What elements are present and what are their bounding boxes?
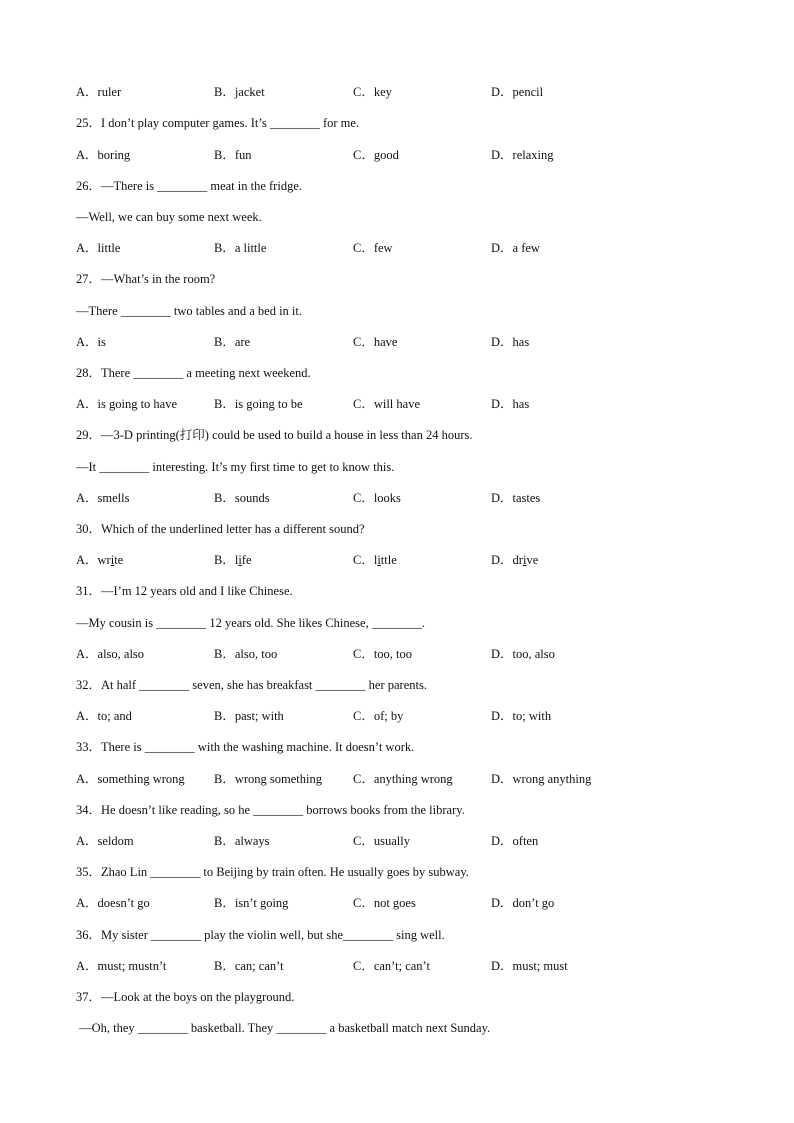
option-d: D．must; must: [491, 959, 568, 973]
question-25: 25．I don’t play computer games. It’s ________ for me.: [76, 116, 360, 130]
option-c: C．can’t; can’t: [353, 959, 430, 973]
option-d: D．too, also: [491, 647, 555, 661]
question-32: 32．At half ________ seven, she has breakfast ________ her parents.: [76, 678, 427, 692]
options-row-27: [76, 334, 734, 350]
options-row-26: [76, 240, 734, 256]
option-a: A．something wrong: [76, 772, 185, 786]
question-30: 30．Which of the underlined letter has a different sound?: [76, 522, 365, 536]
option-d: D．a few: [491, 241, 540, 255]
option-b: B．always: [214, 834, 270, 848]
question-29: 29．—3-D printing(打印) could be used to build a house in less than 24 hours.: [76, 428, 473, 442]
option-suffix: ttle: [380, 553, 397, 567]
option-b: B．fun: [214, 148, 252, 162]
option-prefix: B．l: [214, 553, 239, 567]
dialogue-31: —My cousin is ________ 12 years old. She likes Chinese, ________.: [76, 616, 425, 630]
options-row-32: [76, 708, 734, 724]
option-b: B．can; can’t: [214, 959, 284, 973]
options-row-30: [76, 552, 734, 568]
dialogue-27: —There ________ two tables and a bed in it.: [76, 304, 302, 318]
option-prefix: D．dr: [491, 553, 523, 567]
dialogue-37: —Oh, they ________ basketball. They ________ a basketball match next Sunday.: [76, 1021, 491, 1035]
option-b: [214, 552, 252, 568]
option-b: B．wrong something: [214, 772, 322, 786]
underlined-letter: i: [110, 553, 115, 567]
option-a: A．doesn’t go: [76, 896, 150, 910]
option-a: [76, 552, 123, 568]
option-a: A．is going to have: [76, 397, 178, 411]
option-a: A．little: [76, 241, 121, 255]
options-row-35: [76, 895, 734, 911]
question-33: 33．There is ________ with the washing machine. It doesn’t work.: [76, 740, 415, 754]
options-row-25: [76, 147, 734, 163]
option-d: D．don’t go: [491, 896, 555, 910]
question-34: 34．He doesn’t like reading, so he ________ borrows books from the library.: [76, 803, 465, 817]
question-35: 35．Zhao Lin ________ to Beijing by train often. He usually goes by subway.: [76, 865, 469, 879]
option-c: C．good: [353, 148, 399, 162]
option-suffix: te: [114, 553, 124, 567]
option-c: C．key: [353, 85, 392, 99]
option-a: A．ruler: [76, 85, 122, 99]
option-a: A．seldom: [76, 834, 134, 848]
underlined-letter: i: [522, 553, 527, 567]
underlined-letter: i: [238, 553, 242, 567]
options-row-34: [76, 833, 734, 849]
question-28: 28．There ________ a meeting next weekend.: [76, 366, 311, 380]
options-row-28: [76, 396, 734, 412]
question-26: 26．—There is ________ meat in the fridge.: [76, 179, 302, 193]
option-prefix: A．wr: [76, 553, 111, 567]
options-row-24: [76, 84, 734, 100]
option-b: B．sounds: [214, 491, 270, 505]
option-d: D．often: [491, 834, 539, 848]
option-suffix: ve: [526, 553, 539, 567]
option-b: B．is going to be: [214, 397, 303, 411]
option-d: D．has: [491, 397, 530, 411]
option-c: C．looks: [353, 491, 401, 505]
dialogue-29: —It ________ interesting. It’s my first time to get to know this.: [76, 460, 395, 474]
option-a: A．must; mustn’t: [76, 959, 167, 973]
option-a: A．boring: [76, 148, 131, 162]
option-c: C．have: [353, 335, 398, 349]
option-b: B．also, too: [214, 647, 278, 661]
option-a: A．smells: [76, 491, 130, 505]
question-27: 27．—What’s in the room?: [76, 272, 216, 286]
option-d: D．pencil: [491, 85, 544, 99]
option-c: C．of; by: [353, 709, 404, 723]
option-c: C．not goes: [353, 896, 416, 910]
option-a: A．to; and: [76, 709, 132, 723]
option-b: B．past; with: [214, 709, 284, 723]
option-c: C．too, too: [353, 647, 413, 661]
option-prefix: C．l: [353, 553, 378, 567]
option-d: D．wrong anything: [491, 772, 592, 786]
option-b: B．isn’t going: [214, 896, 289, 910]
dialogue-26: —Well, we can buy some next week.: [76, 210, 262, 224]
options-row-31: [76, 646, 734, 662]
option-a: A．is: [76, 335, 106, 349]
question-36: 36．My sister ________ play the violin well, but she________ sing well.: [76, 928, 445, 942]
option-d: D．tastes: [491, 491, 541, 505]
option-d: D．relaxing: [491, 148, 554, 162]
option-c: [353, 552, 397, 568]
options-row-33: [76, 771, 734, 787]
option-suffix: fe: [241, 553, 252, 567]
option-b: B．jacket: [214, 85, 265, 99]
question-31: 31．—I’m 12 years old and I like Chinese.: [76, 584, 293, 598]
option-c: C．usually: [353, 834, 410, 848]
option-d: D．has: [491, 335, 530, 349]
question-37: 37．—Look at the boys on the playground.: [76, 990, 295, 1004]
option-b: B．are: [214, 335, 251, 349]
option-c: C．anything wrong: [353, 772, 453, 786]
option-d: D．to; with: [491, 709, 552, 723]
option-b: B．a little: [214, 241, 267, 255]
option-c: C．will have: [353, 397, 421, 411]
options-row-36: [76, 958, 734, 974]
options-row-29: [76, 490, 734, 506]
option-c: C．few: [353, 241, 393, 255]
underlined-letter: i: [377, 553, 381, 567]
option-a: A．also, also: [76, 647, 145, 661]
option-d: [491, 552, 538, 568]
